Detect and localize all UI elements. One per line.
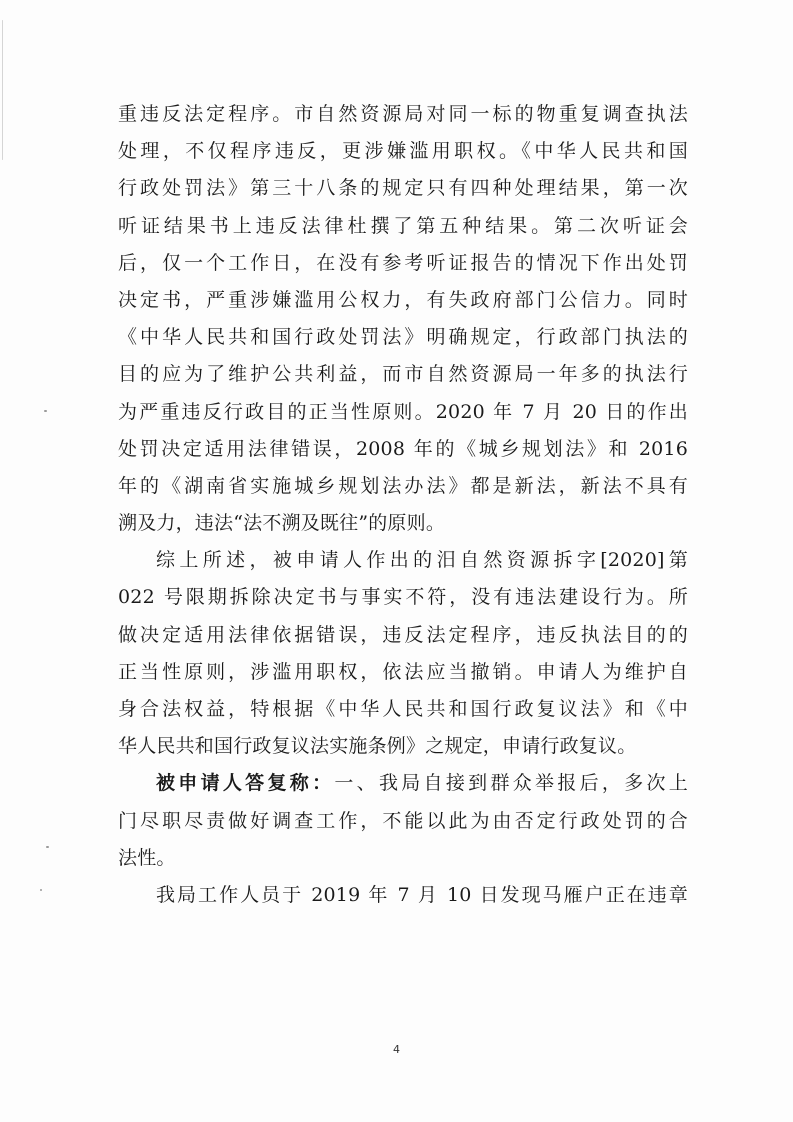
- text-line: 重违反法定程序。市自然资源局对同一标的物重复调查执法: [118, 103, 688, 125]
- text-line: 法性。: [118, 846, 176, 869]
- text-line: 为严重违反行政目的正当性原则。2020 年 7 月 20 日的作出: [118, 400, 688, 423]
- text-line: 年的《湖南省实施城乡规划法办法》都是新法，新法不具有: [118, 474, 688, 497]
- paragraph-3: [118, 765, 688, 877]
- text-line: 决定书，严重涉嫌滥用公权力，有失政府部门公信力。同时: [118, 288, 688, 311]
- text-span: 一、我局自接到群众举报后，多次上: [334, 772, 689, 795]
- text-line: 处罚决定适用法律错误，2008 年的《城乡规划法》和 2016: [118, 437, 688, 460]
- text-line: [118, 765, 688, 802]
- scan-speck: [44, 410, 47, 412]
- paragraph-1: [118, 96, 688, 542]
- text-line: 身合法权益，特根据《中华人民共和国行政复议法》和《中: [118, 698, 688, 720]
- text-line: 行政处罚法》第三十八条的规定只有四种处理结果，第一次: [118, 177, 688, 200]
- text-line: 后，仅一个工作日，在没有参考听证报告的情况下作出处罚: [118, 251, 688, 274]
- text-line: 正当性原则，涉滥用职权，依法应当撤销。申请人为维护自: [118, 660, 688, 683]
- document-body: [118, 96, 688, 914]
- text-line: 综上所述，被申请人作出的汨自然资源拆字[2020]第: [156, 549, 688, 572]
- text-line: 《中华人民共和国行政处罚法》明确规定，行政部门执法的: [118, 326, 688, 349]
- paragraph-2: [118, 542, 688, 765]
- text-line: 听证结果书上违反法律杜撰了第五种结果。第二次听证会: [118, 214, 688, 237]
- text-line: 门尽职尽责做好调查工作，不能以此为由否定行政处罚的合: [118, 809, 688, 832]
- scan-speck: [46, 846, 49, 848]
- text-line: 华人民共和国行政复议法实施条例》之规定，申请行政复议。: [118, 735, 637, 758]
- text-line: 022 号限期拆除决定书与事实不符，没有违法建设行为。所: [118, 586, 688, 609]
- page-number: 4: [393, 1043, 400, 1056]
- scan-speck: [40, 889, 42, 891]
- scan-speck: [2, 20, 3, 160]
- text-line: 做决定适用法律依据错误，违反法定程序，违反执法目的的: [118, 623, 688, 646]
- paragraph-4: [118, 877, 688, 914]
- text-line: 我局工作人员于 2019 年 7 月 10 日发现马雁户正在违章: [156, 883, 688, 906]
- text-line: 溯及力，违法“法不溯及既往”的原则。: [118, 512, 446, 535]
- respondent-reply-label: 被申请人答复称：: [156, 772, 335, 795]
- text-line: 目的应为了维护公共利益，而市自然资源局一年多的执法行: [118, 363, 688, 386]
- text-line: 处理，不仅程序违反，更涉嫌滥用职权。《中华人民共和国: [118, 140, 688, 163]
